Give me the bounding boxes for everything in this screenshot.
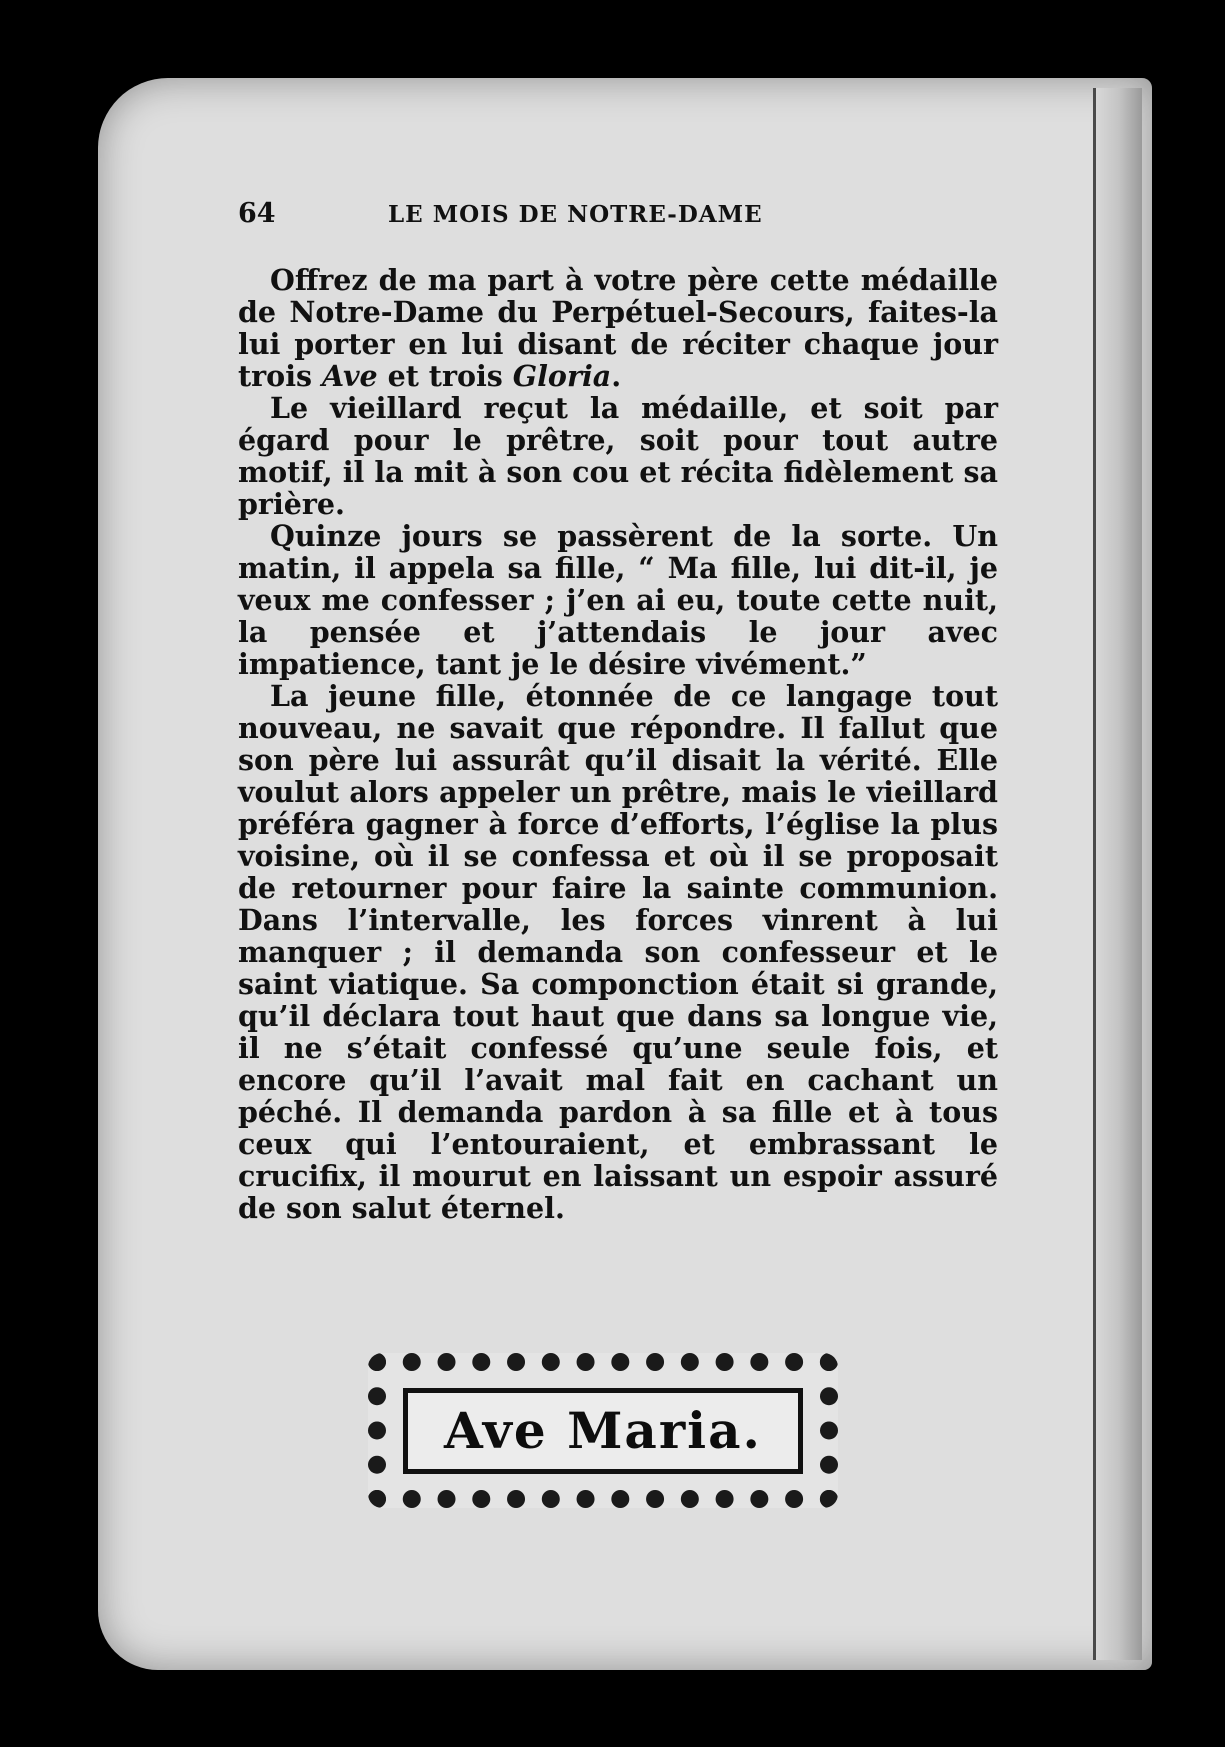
running-head	[238, 198, 998, 238]
paragraph-1-text-b: et trois	[377, 359, 513, 393]
paragraph-3: Quinze jours se passèrent de la sorte. Un matin, il appela sa fille, “ Ma fille, lui dit-il, je veux me confesser ; j’en ai eu, toute cette nuit, la pensée et j’attendais le jour avec impatience, tant je le désire vivément.”	[238, 519, 998, 681]
ave-maria-ornament	[368, 1353, 838, 1508]
paragraph-1-ave: Ave	[321, 359, 378, 393]
book-page	[98, 78, 1152, 1670]
running-title: LE MOIS DE NOTRE-DAME	[388, 201, 763, 228]
paragraph-2: Le vieillard reçut la médaille, et soit par égard pour le prêtre, soit pour tout autre motif, il la mit à son cou et récita fidèlement sa prière.	[238, 391, 998, 521]
paragraph-1-text-c: .	[611, 359, 622, 393]
page-edge	[1093, 88, 1142, 1660]
paragraph-1	[238, 264, 998, 392]
paragraph-1-gloria: Gloria	[512, 359, 612, 393]
text-block	[238, 198, 998, 1224]
ornament-text: Ave Maria.	[444, 1401, 762, 1460]
paragraph-1-text-a: Offrez de ma part à votre père cette médaille de Notre-Dame du Perpétuel-Secours, faites-la lui porter en lui disant de réciter chaque jour trois	[238, 263, 998, 393]
page-number: 64	[238, 198, 276, 229]
paragraph-4: La jeune fille, étonnée de ce langage tout nouveau, ne savait que répondre. Il fallut que son père lui assurât qu’il disait la vérité. Elle voulut alors appeler un prêtre, mais le vieillard préféra gagner à force d’efforts, l’église la plus voisine, où il se confessa et où il se proposait de retourner pour faire la sainte communion. Dans l’intervalle, les forces vinrent à lui manquer ; il demanda son confesseur et le saint viatique. Sa componction était si grande, qu’il déclara tout haut que dans sa longue vie, il ne s’était confessé qu’une seule fois, et encore qu’il l’avait mal fait en cachant un péché. Il demanda pardon à sa fille et à tous ceux qui l’entouraient, et embrassant le crucifix, il mourut en laissant un espoir assuré de son salut éternel.	[238, 679, 998, 1225]
ornament-inner-frame	[403, 1388, 803, 1474]
